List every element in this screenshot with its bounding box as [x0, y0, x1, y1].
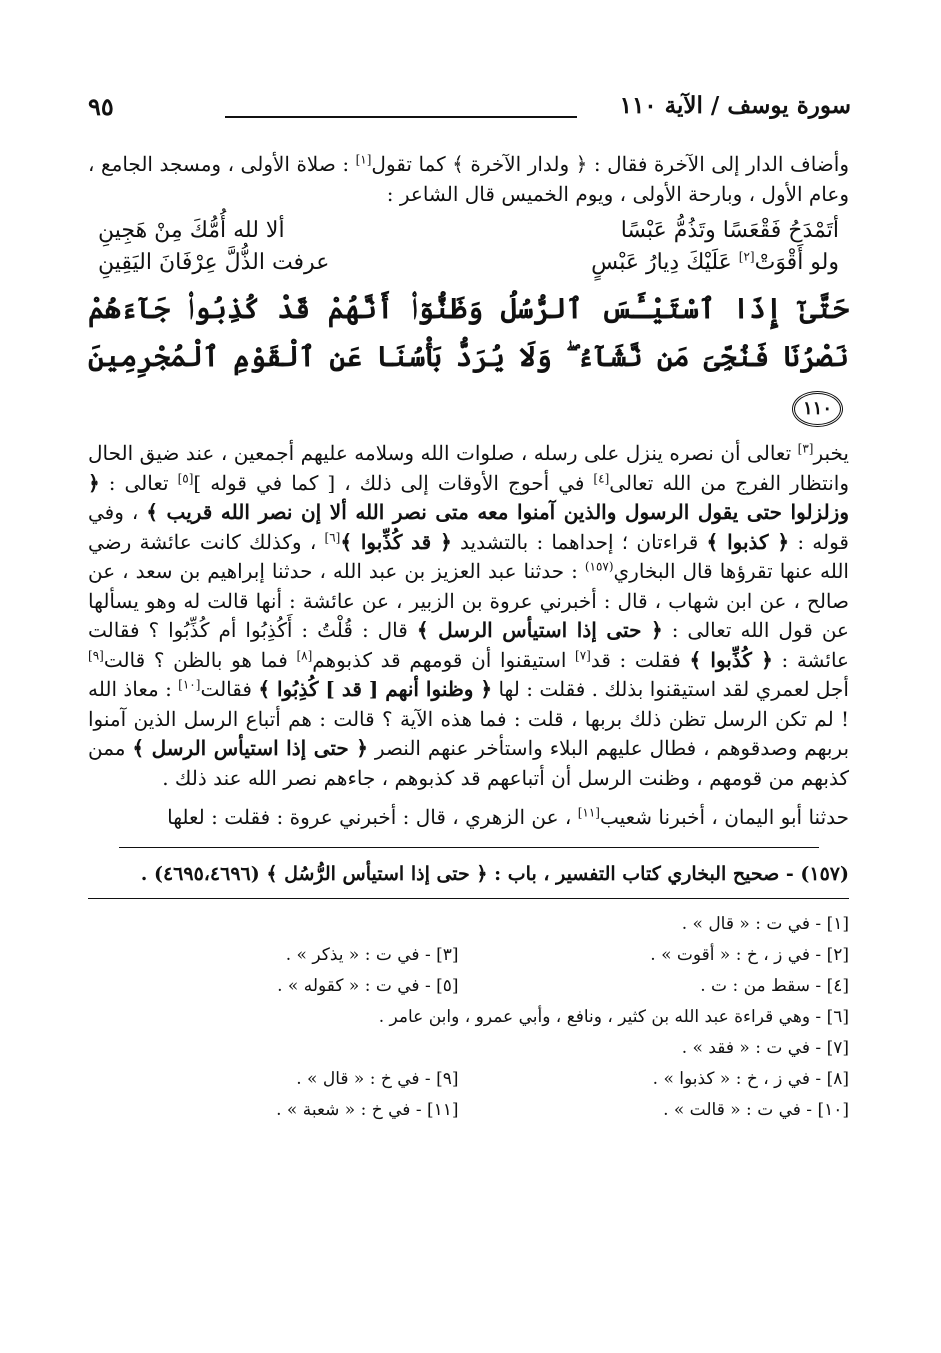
footnote-7: [٧] - في ت : « فقد » . — [681, 1037, 849, 1058]
text: ، عن الزهري ، قال : أخبرني عروة : فقلت : لعلها — [167, 805, 578, 829]
text: ، وكذلك كانت عائشة رضي الله عنها تقرؤها قال البخاري — [88, 529, 849, 583]
text: يخبر — [813, 441, 849, 465]
footnote-ref: [٧] — [575, 647, 591, 662]
poem — [98, 215, 839, 279]
text: تعالى : — [99, 470, 178, 495]
ayah-number-badge: ١١٠ — [792, 391, 843, 427]
quote: ﴿ حتى إذا استيأس الرسل ﴾ — [132, 736, 368, 760]
footnote-ref: [٨] — [296, 647, 313, 662]
text: : معاذ الله ! لم تكن الرسل تظن ذلك بربها ، قلت : فما هذه الآية ؟ قالت : هم أتباع الرسل الذين آمنوا بربهم وصدقوهم ، فطال عليهم البلاء واستأخر عنهم النصر — [88, 677, 850, 760]
text: أجل لعمري لقد استيقنوا بذلك . فقلت : لها — [492, 677, 849, 701]
text: فقالت — [200, 677, 259, 701]
footnote-3: [٣] - في ت : « يذكر » . — [285, 944, 459, 965]
quote: ﴿ كذبوا ﴾ — [706, 529, 790, 554]
header-rule — [225, 116, 577, 118]
quote: ﴿ وظنوا أنهم [ قد ] كُذِبُوا ﴾ — [258, 677, 493, 701]
paragraph-1 — [88, 150, 849, 209]
footnote-6: [٦] - وهي قراءة عبد الله بن كثير ، ونافع ، وأبي عمرو ، وابن عامر . — [378, 1006, 849, 1027]
text: حدثنا أبو اليمان ، أخبرنا شعيب — [599, 805, 849, 829]
footnote-ref: [٦] — [324, 529, 341, 544]
footnote-11: [١١] - في خ : « شعبة » . — [276, 1099, 459, 1120]
poem-line-1 — [98, 215, 839, 247]
footnote-2: [٢] - في ز ، خ : « أقوت » . — [650, 944, 849, 965]
text: : صلاة الأولى ، ومسجد الجامع ، وعام الأول ، وبارحة الأولى ، ويوم الخميس قال الشاعر : — [88, 152, 849, 206]
hemistich-2: ألا لله أُمُّكَ مِنْ هَجِينِ — [98, 218, 285, 243]
text: ممن كذبهم من قومهم ، وظنت الرسل أن أتباعهم قد كذبوهم ، جاءهم نصر الله عند ذلك . — [88, 736, 849, 790]
page-number: ٩٥ — [88, 92, 114, 121]
footnote-8: [٨] - في ز ، خ : « كذبوا » . — [652, 1068, 849, 1089]
paragraph-2 — [88, 439, 849, 793]
main-footnote: (١٥٧) - صحيح البخاري كتاب التفسير ، باب : ﴿ حتى إذا استيأس الرُّسُل ﴾ (٤٦٩٥،٤٦٩٦) . — [140, 862, 849, 885]
hemistich-1 — [591, 247, 839, 279]
hemistich-1: أتَمْدَحُ فَقْعَسًا وتَذُمُّ عَبْسًا — [620, 218, 839, 243]
quote: ﴿ وزلزلوا حتى يقول الرسول والذين آمنوا معه متى نصر الله ألا إن نصر الله قريب ﴾ — [88, 470, 849, 524]
text: وأضاف الدار إلى الآخرة فقال : ﴿ ولدار الآخرة ﴾ كما تقول — [371, 152, 849, 176]
text: استيقنوا أن قومهم قد كذبوهم — [312, 647, 576, 672]
footnote-10: [١٠] - في ت : « قالت » . — [663, 1099, 849, 1120]
page-body — [88, 150, 849, 1126]
text: قراءتان ؛ إحداهما : بالتشديد — [451, 529, 707, 554]
footnote-5: [٥] - في ت : « كقوله » . — [277, 975, 459, 996]
text: عَلَيْكَ دِيارُ عَبْسٍ — [591, 250, 739, 275]
quote: ﴿ قد كُذِّبوا ﴾ — [340, 529, 452, 554]
footnote-1: [١] - في ت : « قال » . — [681, 913, 849, 934]
quran-verse — [88, 285, 849, 429]
text: فما هو بالظن ؟ قالت — [103, 647, 297, 672]
footnote-ref: [١] — [355, 152, 372, 167]
footnote-ref: [٥] — [177, 470, 194, 485]
paragraph-3 — [88, 803, 849, 833]
footnote-ref: [١١] — [577, 805, 600, 820]
text: فقلت : قد — [590, 647, 690, 672]
text: : حدثنا عبد العزيز بن عبد الله ، حدثنا إبراهيم بن سعد ، عن صالح ، عن ابن شهاب ، قال : أخبرني عروة بن الزبير ، عن عائشة : أنها قالت له وهو يسألها عن قول الله تعالى : — [88, 559, 849, 642]
running-title: سورة يوسف / الآية ١١٠ — [619, 92, 851, 119]
footnote-ref: [٣] — [797, 441, 814, 456]
verse-text: حَتَّىٰٓ إِذَا ٱسْتَيْـَٔسَ ٱلرُّسُلُ وَظَنُّوٓا۟ أَنَّهُمْ قَدْ كُذِبُوا۟ جَآءَهُمْ نَصْرُنَا فَنُجِّىَ مَن نَّشَآءُ ۖ وَلَا يُرَدُّ بَأْسُنَا عَنِ ٱلْقَوْمِ ٱلْمُجْرِمِينَ — [88, 292, 849, 373]
page-header — [80, 88, 851, 128]
footnote-ref: (١٥٧) — [584, 559, 614, 574]
text: في أحوج الأوقات إلى ذلك ، [ كما في قوله ] — [193, 470, 594, 495]
footnote-ref: [٢] — [738, 249, 755, 264]
footnote-9: [٩] - في خ : « قال » . — [296, 1068, 459, 1089]
text: ولو أَقْوَتْ — [754, 250, 839, 275]
quote: ﴿ حتى إذا استيأس الرسل ﴾ — [416, 618, 663, 642]
poem-line-2 — [98, 247, 839, 279]
footnote-empty — [88, 909, 459, 940]
footnote-4: [٤] - سقط من : ت . — [700, 975, 849, 996]
text: ، وفي قوله : — [88, 500, 849, 554]
footnote-empty — [88, 1033, 459, 1064]
footnote-ref: [١٠] — [178, 677, 201, 692]
variant-footnotes — [88, 909, 849, 1126]
footnote-ref: [٤] — [593, 470, 610, 485]
footnote-rule — [88, 898, 849, 899]
footnote-ref: [٩] — [88, 647, 104, 662]
footnote-separator — [119, 847, 819, 848]
text: قال : قُلْتُ : أَكُذِبُوا أم كُذِّبُوا ؟ فقالت عائشة : — [88, 618, 849, 672]
hemistich-2: عرفت الذُّلَّ عِرْفَانَ اليَقِينِ — [98, 250, 330, 275]
quote: ﴿ كُذِّبوا ﴾ — [689, 647, 773, 672]
text: تعالى أن نصره ينزل على رسله ، صلوات الله وسلامه عليهم أجمعين ، عند ضيق الحال وانتظار الفرج من الله تعالى — [88, 441, 849, 495]
